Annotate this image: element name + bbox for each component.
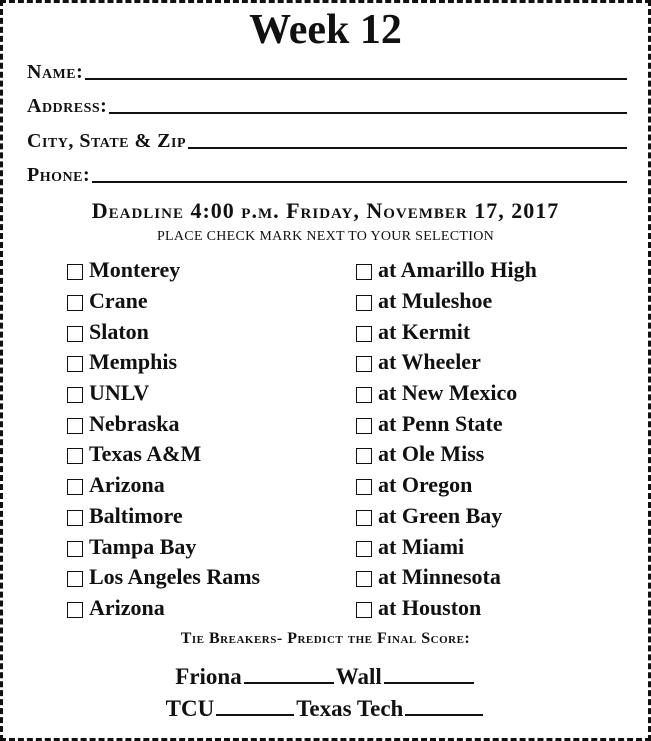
team-label: Los Angeles Rams <box>89 564 261 590</box>
pick-row[interactable] <box>67 378 260 409</box>
checkbox[interactable] <box>67 479 83 495</box>
pick-row[interactable] <box>67 470 260 501</box>
tie-breaker-row <box>0 664 651 690</box>
name-field[interactable] <box>27 57 627 83</box>
checkbox[interactable] <box>356 264 372 280</box>
pick-row[interactable] <box>356 316 537 347</box>
checkbox[interactable] <box>67 418 83 434</box>
checkbox[interactable] <box>67 448 83 464</box>
team-label: Monterey <box>89 257 181 283</box>
checkbox[interactable] <box>356 541 372 557</box>
pick-row[interactable] <box>356 501 537 532</box>
pick-row[interactable] <box>356 286 537 317</box>
checkbox[interactable] <box>356 418 372 434</box>
checkbox[interactable] <box>356 326 372 342</box>
team-label: Texas A&M <box>89 441 202 467</box>
city-state-zip-field[interactable] <box>27 126 627 152</box>
opponent-label: at Muleshoe <box>378 288 493 314</box>
checkbox[interactable] <box>356 356 372 372</box>
address-label: Address: <box>27 95 108 117</box>
name-input-line[interactable] <box>85 78 627 80</box>
checkbox[interactable] <box>67 264 83 280</box>
tie-breaker-team: Wall <box>335 664 382 689</box>
pick-row[interactable] <box>67 562 260 593</box>
pick-row[interactable] <box>356 378 537 409</box>
page-title: Week 12 <box>249 7 402 53</box>
tie-breaker-row <box>0 696 651 722</box>
checkbox[interactable] <box>67 387 83 403</box>
tie-breaker-team: Friona <box>175 664 242 689</box>
checkbox[interactable] <box>356 571 372 587</box>
tie-breaker-team: TCU <box>165 696 215 721</box>
opponent-label: at Ole Miss <box>378 441 485 467</box>
checkbox[interactable] <box>67 326 83 342</box>
team-label: Memphis <box>89 349 177 375</box>
address-input-line[interactable] <box>109 112 627 114</box>
pick-row[interactable] <box>67 286 260 317</box>
team-label: Nebraska <box>89 410 180 436</box>
checkbox[interactable] <box>356 510 372 526</box>
pick-row[interactable] <box>67 408 260 439</box>
checkbox[interactable] <box>356 448 372 464</box>
city-state-zip-label: City, State & Zip <box>27 130 187 152</box>
phone-field[interactable] <box>27 160 627 186</box>
pick-row[interactable] <box>67 347 260 378</box>
opponent-label: at Houston <box>378 594 482 620</box>
pick-row[interactable] <box>67 316 260 347</box>
pick-row[interactable] <box>356 255 537 286</box>
team-label: Crane <box>89 288 148 314</box>
pick-row[interactable] <box>67 255 260 286</box>
score-blank[interactable] <box>244 681 334 684</box>
checkbox[interactable] <box>356 602 372 618</box>
pick-row[interactable] <box>356 439 537 470</box>
pick-row[interactable] <box>356 347 537 378</box>
team-label: Arizona <box>89 594 165 620</box>
city-state-zip-input-line[interactable] <box>188 147 627 149</box>
pick-row[interactable] <box>67 439 260 470</box>
opponent-label: at Minnesota <box>378 564 501 590</box>
checkbox[interactable] <box>67 571 83 587</box>
checkbox[interactable] <box>356 479 372 495</box>
opponent-column <box>356 255 537 623</box>
tie-breaker-team: Texas Tech <box>296 696 404 721</box>
score-blank[interactable] <box>216 713 294 716</box>
team-label: Baltimore <box>89 502 183 528</box>
team-label: Arizona <box>89 472 165 498</box>
pick-row[interactable] <box>356 470 537 501</box>
team-label: Tampa Bay <box>89 533 197 559</box>
opponent-label: at Green Bay <box>378 502 503 528</box>
score-blank[interactable] <box>384 681 474 684</box>
checkbox[interactable] <box>356 387 372 403</box>
opponent-label: at Miami <box>378 533 465 559</box>
checkbox[interactable] <box>67 602 83 618</box>
checkbox[interactable] <box>67 356 83 372</box>
phone-input-line[interactable] <box>92 181 627 183</box>
checkbox[interactable] <box>356 295 372 311</box>
tie-breaker-title: Tie Breakers- Predict the Final Score: <box>180 630 471 647</box>
pick-row[interactable] <box>356 562 537 593</box>
name-label: Name: <box>27 61 84 83</box>
instruction-text: PLACE CHECK MARK NEXT TO YOUR SELECTION <box>156 229 495 244</box>
opponent-label: at New Mexico <box>378 380 518 406</box>
pick-row[interactable] <box>67 593 260 624</box>
checkbox[interactable] <box>67 295 83 311</box>
opponent-label: at Amarillo High <box>378 257 537 283</box>
pick-row[interactable] <box>356 408 537 439</box>
opponent-label: at Wheeler <box>378 349 481 375</box>
team-label: UNLV <box>89 380 150 406</box>
opponent-label: at Penn State <box>378 410 503 436</box>
deadline-text: Deadline 4:00 p.m. Friday, November 17, 2017 <box>91 198 560 223</box>
checkbox[interactable] <box>67 541 83 557</box>
phone-label: Phone: <box>27 164 91 186</box>
opponent-label: at Kermit <box>378 318 471 344</box>
team-label: Slaton <box>89 318 149 344</box>
pick-row[interactable] <box>67 501 260 532</box>
pick-row[interactable] <box>67 531 260 562</box>
pick-row[interactable] <box>356 593 537 624</box>
pick-row[interactable] <box>356 531 537 562</box>
score-blank[interactable] <box>405 713 483 716</box>
address-field[interactable] <box>27 91 627 117</box>
opponent-label: at Oregon <box>378 472 473 498</box>
team-column <box>67 255 260 623</box>
checkbox[interactable] <box>67 510 83 526</box>
